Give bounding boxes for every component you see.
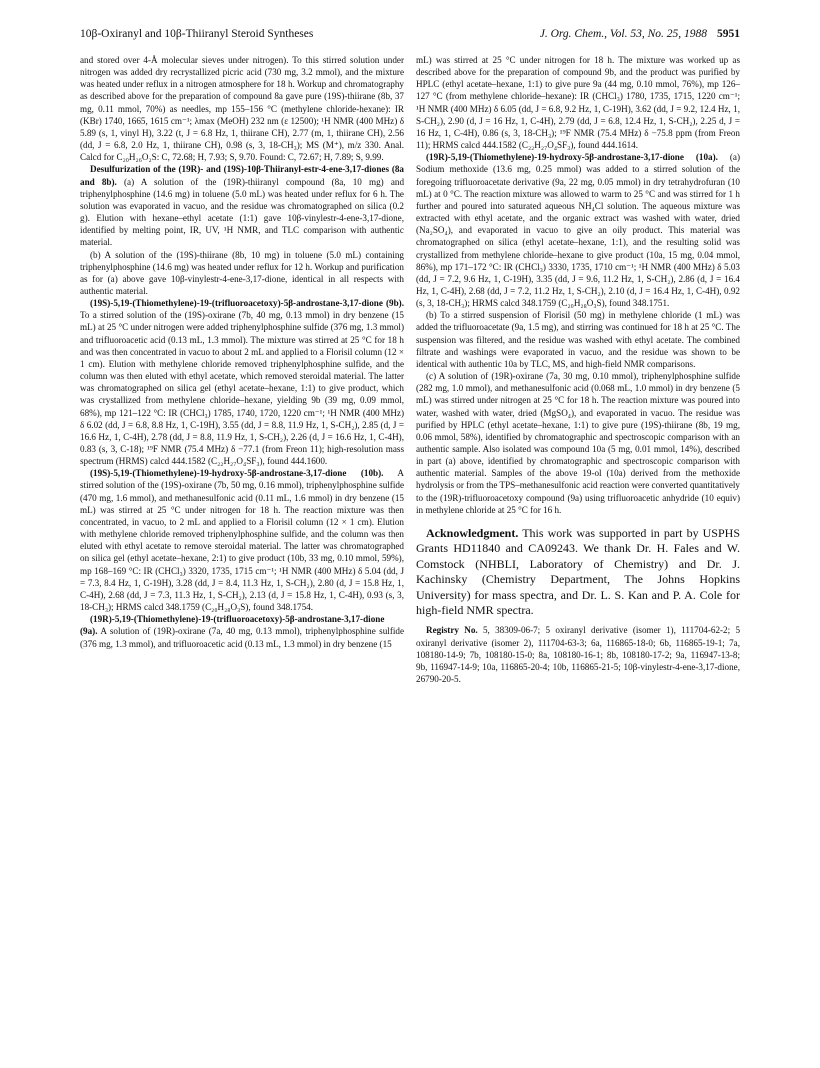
- journal-citation: [540, 28, 740, 40]
- page-number: 5951: [717, 28, 740, 40]
- body-paragraph: [416, 309, 740, 370]
- body-paragraph: [416, 370, 740, 516]
- paragraph-heading: (19R)-5,19-(Thiomethylene)-19-(trifluoroacetoxy)-5β-androstane-3,17-dione (9a).: [80, 614, 385, 637]
- left-column: [80, 54, 404, 650]
- body-paragraph: [416, 54, 740, 151]
- paragraph-text: This work was supported in part by USPHS Grants HD11840 and CA09243. We thank Dr. H. Fales and W. Comstock (NHBLI, Laboratory of Chemistry) and Dr. J. Kachinsky (Chemistry Department, The Johns Hopkins University) for mass spectra, and Dr. L. S. Kan and P. A. Cole for high-field NMR spectra.: [416, 525, 740, 617]
- body-paragraph: [80, 163, 404, 248]
- paragraph-text: 5, 38309-06-7; 5 oxiranyl derivative (isomer 1), 111704-62-2; 5 oxiranyl derivative (isomer 2), 111704-63-3; 6a, 116865-18-0; 6b, 116865-19-1; 7a, 108180-14-9; 7b, 108180-15-0; 8a, 108180-16-1; 8b, 108180-17-2; 9a, 116947-13-8; 9b, 116947-14-9; 10a, 116865-20-4; 10b, 116865-21-5; 10β-vinylestr-4-ene-3,17-dione, 26790-20-5.: [416, 625, 741, 684]
- paragraph-text: (a) Sodium methoxide (13.6 mg, 0.25 mmol) was added to a stirred solution of the foregoing trifluoroacetate derivative (9a, 22 mg, 0.05 mmol) in dry tetrahydrofuran (10 mL) at 0 °C. The reaction mixture was allowed to warm to 25 °C and was stirred for 1 h further and poured into saturated aqueous NH₄Cl solution. The aqueous mixture was extracted with ethyl acetate, and the organic extract was washed with water, dried (Na₂SO₄), and evaporated in vacuo to give an oily product. This material was chromatographed on silica (ethyl acetate–hexane, 1:1), and the resulting solid was crystallized from methylene chloride–hexane to give product (10a, 15 mg, 0.04 mmol, 86%), mp 171–172 °C: IR (CHCl₃) 3330, 1735, 1710 cm⁻¹; ¹H NMR (400 MHz) δ 5.03 (dd, J = 7.2, 9.6 Hz, 1, C-19H), 3.35 (dd, J = 9.6, 11.2 Hz, 1, S-CH₂), 2.86 (d, J = 16.4 Hz, 1, C-4H), 2.68 (dd, J = 7.2, 11.2 Hz, 1, S-CH₂), 2.10 (d, J = 16.4 Hz, 1, C-4H), 0.92 (s, 3, 18-CH₃); HRMS calcd 348.1759 (C₂₀H₂₈O₃S), found 348.1751.: [416, 152, 740, 309]
- paragraph-text: A solution of (19R)-oxirane (7a, 40 mg, 0.13 mmol), triphenylphosphine sulfide (376 mg, 1.3 mmol), and trifluoroacetic acid (0.13 mL, 1.3 mmol) in dry benzene (15: [80, 626, 405, 649]
- paragraph-heading: (19S)-5,19-(Thiomethylene)-19-hydroxy-5β-androstane-3,17-dione (10b).: [90, 468, 384, 479]
- paragraph-heading: Desulfurization of the (19R)- and (19S)-10β-Thiiranyl-estr-4-ene-3,17-diones (8a and 8b).: [80, 164, 404, 187]
- paragraph-text: A stirred solution of the (19S)-oxirane (7b, 50 mg, 0.16 mmol), triphenylphosphine sulfide (470 mg, 1.6 mmol), and methanesulfonic acid (0.11 mL, 1.6 mmol) in dry benzene (15 mL) was stirred at 25 °C under nitrogen for 18 h. The reaction mixture was then concentrated, in vacuo, to 2 mL and applied to a Florisil column (12 × 1 cm). Elution with methylene chloride removed triphenylphosphine sulfide, and the column was then eluted with ethyl acetate to remove steroidal material. The latter was chromatographed on silica gel (ethyl acetate–hexane, 2:1) to give product (10b, 33 mg, 0.10 mmol, 59%), mp 168–169 °C: IR (CHCl₃) 3320, 1735, 1715 cm⁻¹; ¹H NMR (400 MHz) δ 5.04 (dd, J = 7.3, 8.4 Hz, 1, C-19H), 3.28 (dd, J = 8.4, 11.3 Hz, 1, S-CH₂), 2.80 (d, J = 15.8 Hz, 1, C-4H), 2.68 (dd, J = 7.3, 11.3 Hz, 1, S-CH₂), 2.13 (d, J = 15.8 Hz, 1, C-4H), 0.93 (s, 3, 18-CH₃); HRMS calcd 348.1759 (C₂₀H₂₈O₃S), found 348.1754.: [80, 468, 404, 613]
- paragraph-text: (a) A solution of the (19R)-thiiranyl compound (8a, 10 mg) and triphenylphosphine (14.6 mg) in toluene (5.0 mL) was heated under reflux for 6 h. The solution was evaporated in vacuo, and the residue was chromatographed on silica (0.2 g). Elution with hexane–ethyl acetate (1:1) gave 10β-vinylestr-4-ene-3,17-dione, identified by melting point, IR, UV, ¹H NMR, and TLC comparison with authentic material.: [80, 176, 405, 248]
- paragraph-heading: (19R)-5,19-(Thiomethylene)-19-hydroxy-5β-androstane-3,17-dione (10a).: [426, 152, 718, 163]
- body-paragraph: [416, 151, 740, 309]
- body-paragraph: [80, 249, 404, 298]
- body-paragraph: [80, 297, 404, 467]
- paragraph-text: (c) A solution of (19R)-oxirane (7a, 30 mg, 0.10 mmol), triphenylphosphine sulfide (282 mg, 1.0 mmol), and methanesulfonic acid (0.068 mL, 1.0 mmol) in dry benzene (5 mL) was stirred under nitrogen at 25 °C for 18 h. The reaction mixture was poured into water, washed with water, dried (MgSO₄), and evaporated in vacuo. The residue was purified by HPLC (ethyl acetate–hexane, 1:1) to give pure (19S)-thiirane (8b, 19 mg, 0.06 mmol, 58%), identified by chromatographic and spectroscopic comparison with an authentic sample. Also isolated was compound 10a (5 mg, 0.01 mmol, 14%), described in part (a) above, identified by chromatographic and spectroscopic comparison with authentic material. Samples of the above 19-ol (10a) derived from the methoxide hydrolysis or from the TPS–methanesulfonic acid reaction were converted quantitatively to the (19R)-trifluoroacetoxy compound (9a) using trifluoroacetic anhydride (10 equiv) in methylene chloride at 25 °C for 16 h.: [416, 371, 740, 515]
- paragraph-text: To a stirred solution of the (19S)-oxirane (7b, 40 mg, 0.13 mmol) in dry benzene (15 mL) at 25 °C under nitrogen were added triphenylphosphine sulfide (376 mg, 1.3 mmol) and trifluoroacetic acid (0.13 mL, 1.3 mmol). The mixture was stirred at 25 °C for 18 h and was then concentrated in vacuo to about 2 mL and applied to a Florisil column (12 × 1 cm). Elution with methylene chloride removed triphenylphosphine sulfide, and the column was then eluted with ethyl acetate, which removed steroidal material. The latter was chromatographed on silica gel (ethyl acetate–hexane, 1:1) to give product, which was crystallized from methylene chloride–hexane, yielding 9b (39 mg, 0.09 mmol, 68%), mp 121–122 °C: IR (CHCl₃) 1785, 1740, 1720, 1220 cm⁻¹; ¹H NMR (400 MHz) δ 6.02 (dd, J = 6.8, 8.8 Hz, 1, C-19H), 3.55 (dd, J = 8.8, 11.9 Hz, 1, S-CH₂), 2.85 (d, J = 16.6 Hz, 1, C-4H), 2.78 (dd, J = 8.8, 11.9 Hz, 1, S-CH₂), 2.26 (d, J = 16.6 Hz, 1, C-4H), 0.83 (s, 3, C-18); ¹⁹F NMR (75.4 MHz) δ −77.1 (from Freon 11); high-resolution mass spectrum (HRMS) calcd 444.1582 (C₂₂H₂₇O₄SF₃), found 444.1600.: [80, 310, 404, 467]
- registry-paragraph: [416, 624, 740, 685]
- paragraph-heading: Registry No.: [426, 625, 478, 636]
- paragraph-heading: (19S)-5,19-(Thiomethylene)-19-(trifluoroacetoxy)-5β-androstane-3,17-dione (9b).: [90, 298, 404, 309]
- body-paragraph: [80, 613, 404, 649]
- paragraph-text: (b) A solution of the (19S)-thiirane (8b, 10 mg) in toluene (5.0 mL) containing triphenylphosphine (14.6 mg) was heated under reflux for 12 h. Workup and purification as for (a) above gave 10β-vinylestr-4-ene-3,17-dione, identical in all respects with authentic material.: [80, 249, 404, 296]
- journal-name: J. Org. Chem., Vol. 53, No. 25, 1988: [539, 28, 707, 40]
- running-header: [80, 28, 740, 44]
- paragraph-text: and stored over 4-Å molecular sieves under nitrogen). To this stirred solution under nitrogen was added dry recrystallized picric acid (730 mg, 3.2 mmol), and the mixture was heated under reflux in a nitrogen atmosphere for 18 h. Workup and chromatography as described above for the preparation of compound 8a gave pure (19S)-thiirane (8b, 37 mg, 0.11 mmol, 70%) as needles, mp 155–156 °C (methylene chloride-hexane): IR (KBr) 1740, 1665, 1615 cm⁻¹; λmax (MeOH) 232 nm (ε 12500); ¹H NMR (400 MHz) δ 5.89 (s, 1, vinyl H), 3.22 (t, J = 6.8 Hz, 1, thiirane CH), 2.77 (m, 1, thiirane CH), 2.56 (dd, J = 6.8, 2.0 Hz, 1, thiirane CH), 0.98 (s, 3, 18-CH₃); MS (M⁺), m/z 330. Anal. Calcd for C₂₀H₂₆O₂S: C, 72.68; H, 7.93; S, 9.70. Found: C, 72.67; H, 7.89; S, 9.99.: [80, 55, 404, 163]
- paragraph-text: (b) To a stirred suspension of Florisil (50 mg) in methylene chloride (1 mL) was added the trifluoroacetate (9a, 1.5 mg), and stirring was continued for 18 h at 25 °C. The suspension was filtered, and the residue was washed with ethyl acetate. The combined filtrate and washings were evaporated in vacuo, and the residue was shown to be identical with authentic 10a by TLC, MS, and high-field NMR comparisons.: [416, 310, 740, 369]
- acknowledgment-paragraph: [416, 526, 740, 618]
- paragraph-text: mL) was stirred at 25 °C under nitrogen for 18 h. The mixture was worked up as described above for the preparation of compound 9b, and the product was purified by HPLC (ethyl acetate–hexane, 1:1) to give pure 9a (44 mg, 0.10 mmol, 76%), mp 126–127 °C (from methylene chloride–hexane): IR (CHCl₃) 1780, 1735, 1715, 1220 cm⁻¹; ¹H NMR (400 MHz) δ 6.05 (dd, J = 6.8, 9.2 Hz, 1, C-19H), 3.62 (dd, J = 9.2, 12.4 Hz, 1, S-CH₂), 2.90 (d, J = 16 Hz, 1, C-4H), 2.79 (dd, J = 6.8, 12.4 Hz, 1, S-CH₂), 2.25 d, J = 16 Hz, 1, C-4H), 0.86 (s, 3, 18-CH₃); ¹⁹F NMR (75.4 MHz) δ −75.8 ppm (from Freon 11); HRMS calcd 444.1582 (C₂₂H₂₇O₄SF₃), found 444.1614.: [416, 55, 740, 151]
- body-paragraph: [80, 467, 404, 613]
- running-title: 10β-Oxiranyl and 10β-Thiiranyl Steroid Syntheses: [80, 28, 314, 40]
- right-column: [416, 54, 740, 685]
- paragraph-heading: Acknowledgment.: [426, 525, 519, 540]
- body-paragraph: [80, 54, 404, 163]
